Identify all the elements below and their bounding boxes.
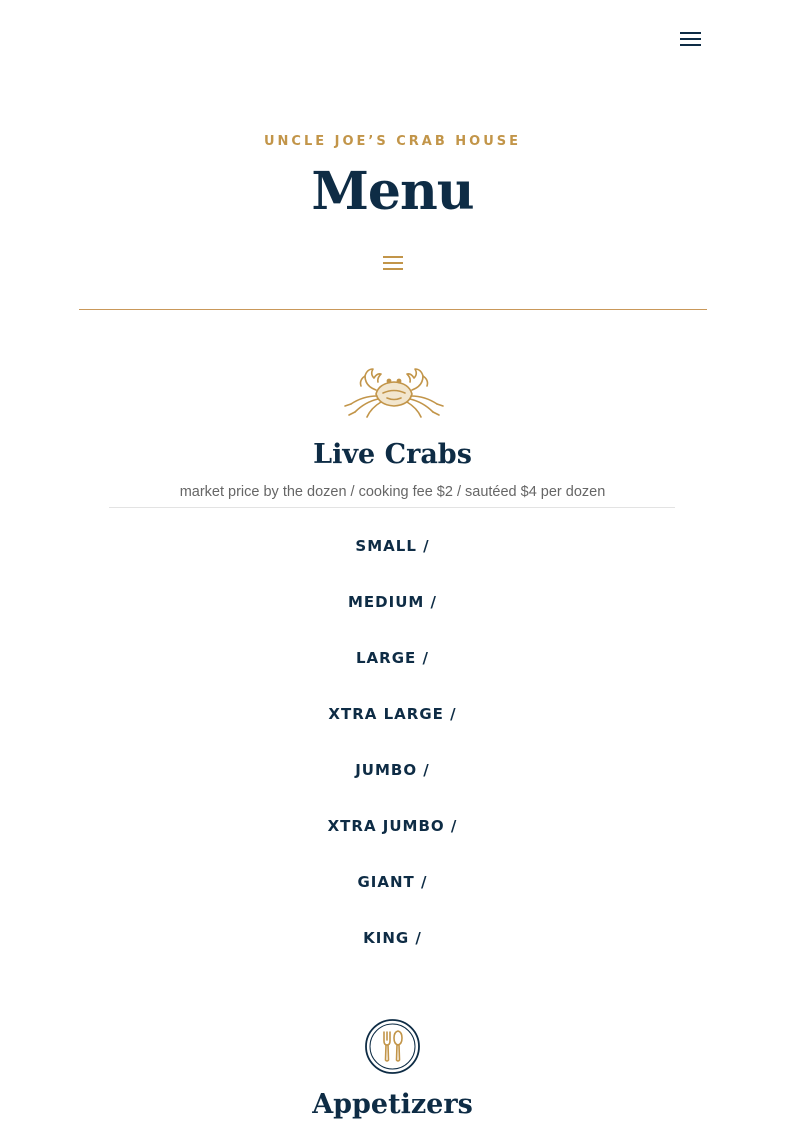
page-title: Menu	[311, 161, 474, 222]
list-item: XTRA JUMBO /	[327, 817, 458, 835]
list-item: KING /	[363, 929, 422, 947]
section-title-appetizers: Appetizers	[312, 1089, 473, 1120]
section-note: market price by the dozen / cooking fee $2 / sautéed $4 per dozen	[179, 484, 606, 500]
restaurant-name: UNCLE JOE’S CRAB HOUSE	[263, 134, 522, 149]
list-item: XTRA LARGE /	[328, 705, 457, 723]
list-item: JUMBO /	[355, 761, 430, 779]
section-divider	[109, 507, 675, 508]
list-item: LARGE /	[356, 649, 429, 667]
utensils-icon	[364, 1018, 421, 1075]
section-title-live-crabs: Live Crabs	[313, 439, 472, 470]
list-item: MEDIUM /	[347, 593, 437, 611]
header-divider	[79, 309, 707, 310]
menu-lines-icon	[383, 256, 403, 270]
list-item: GIANT /	[357, 873, 428, 891]
list-item: SMALL /	[355, 537, 430, 555]
crab-size-list	[0, 532, 785, 980]
hamburger-menu-icon[interactable]	[680, 31, 702, 47]
crab-icon	[343, 366, 445, 420]
